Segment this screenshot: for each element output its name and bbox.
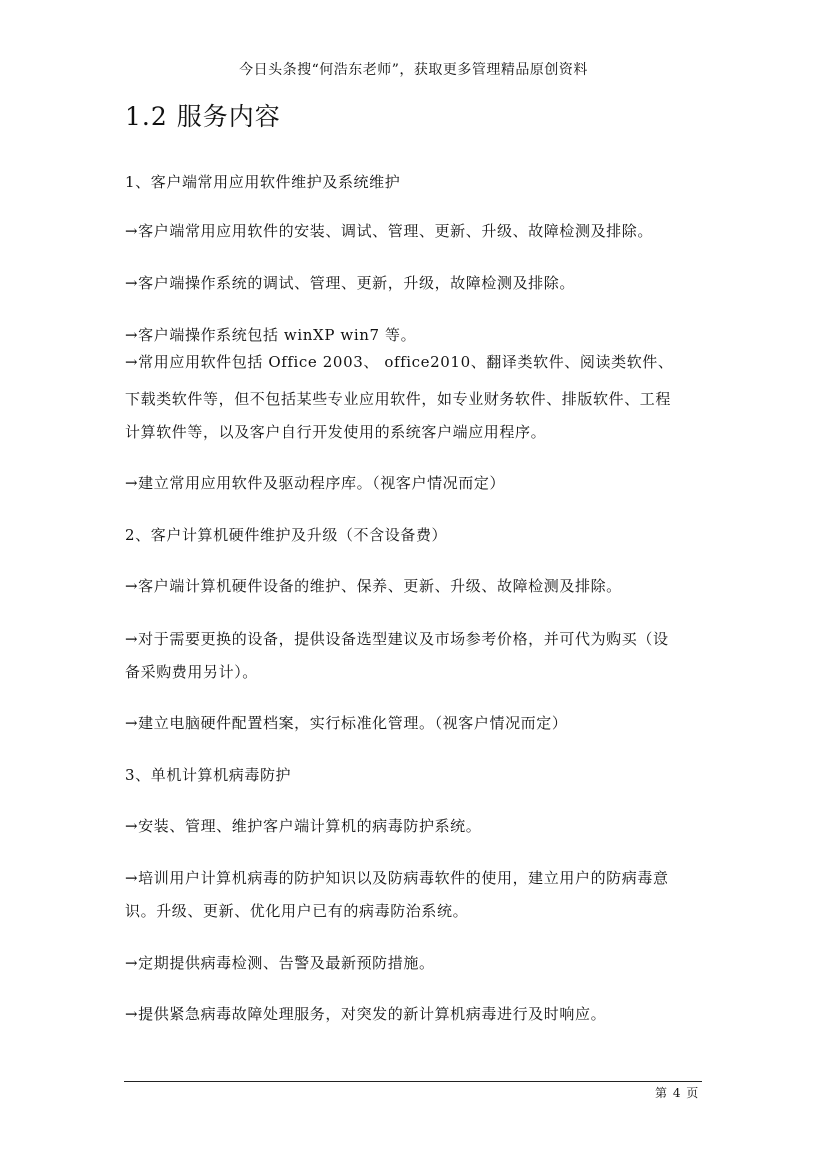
section-heading-1: 1、客户端常用应用软件维护及系统维护 [125, 173, 401, 191]
list-item: →定期提供病毒检测、告警及最新预防措施。 [125, 954, 435, 972]
list-item: →建立常用应用软件及驱动程序库。（视客户情况而定） [125, 474, 506, 492]
list-item: 识。升级、更新、优化用户已有的病毒防治系统。 [125, 902, 469, 920]
section-title: 1.2 服务内容 [125, 102, 281, 131]
list-item: →客户端操作系统包括 winXP win7 等。 [125, 326, 417, 344]
list-item: →培训用户计算机病毒的防护知识以及防病毒软件的使用，建立用户的防病毒意 [125, 869, 669, 887]
footer-divider [124, 1081, 702, 1082]
list-item: →客户端常用应用软件的安装、调试、管理、更新、升级、故障检测及排除。 [125, 222, 653, 240]
list-item: →客户端计算机硬件设备的维护、保养、更新、升级、故障检测及排除。 [125, 577, 622, 595]
list-item: →常用应用软件包括 Office 2003、 office2010、翻译类软件、阅读类软件、 [125, 353, 674, 371]
list-item: →提供紧急病毒故障处理服务，对突发的新计算机病毒进行及时响应。 [125, 1005, 607, 1023]
page-header: 今日头条搜“何浩东老师”，获取更多管理精品原创资料 [239, 62, 588, 78]
list-item: 下载类软件等，但不包括某些专业应用软件，如专业财务软件、排版软件、工程 [125, 390, 672, 408]
list-item: →客户端操作系统的调试、管理、更新，升级，故障检测及排除。 [125, 274, 575, 292]
list-item: 备采购费用另计）。 [125, 663, 258, 681]
list-item: 计算软件等，以及客户自行开发使用的系统客户端应用程序。 [125, 423, 547, 441]
section-heading-2: 2、客户计算机硬件维护及升级（不含设备费） [125, 526, 448, 544]
page-number: 第 4 页 [655, 1086, 700, 1100]
list-item: →安装、管理、维护客户端计算机的病毒防护系统。 [125, 817, 482, 835]
list-item: →对于需要更换的设备，提供设备选型建议及市场参考价格，并可代为购买（设 [125, 630, 669, 648]
section-heading-3: 3、单机计算机病毒防护 [125, 766, 292, 784]
list-item: →建立电脑硬件配置档案，实行标准化管理。（视客户情况而定） [125, 714, 568, 732]
